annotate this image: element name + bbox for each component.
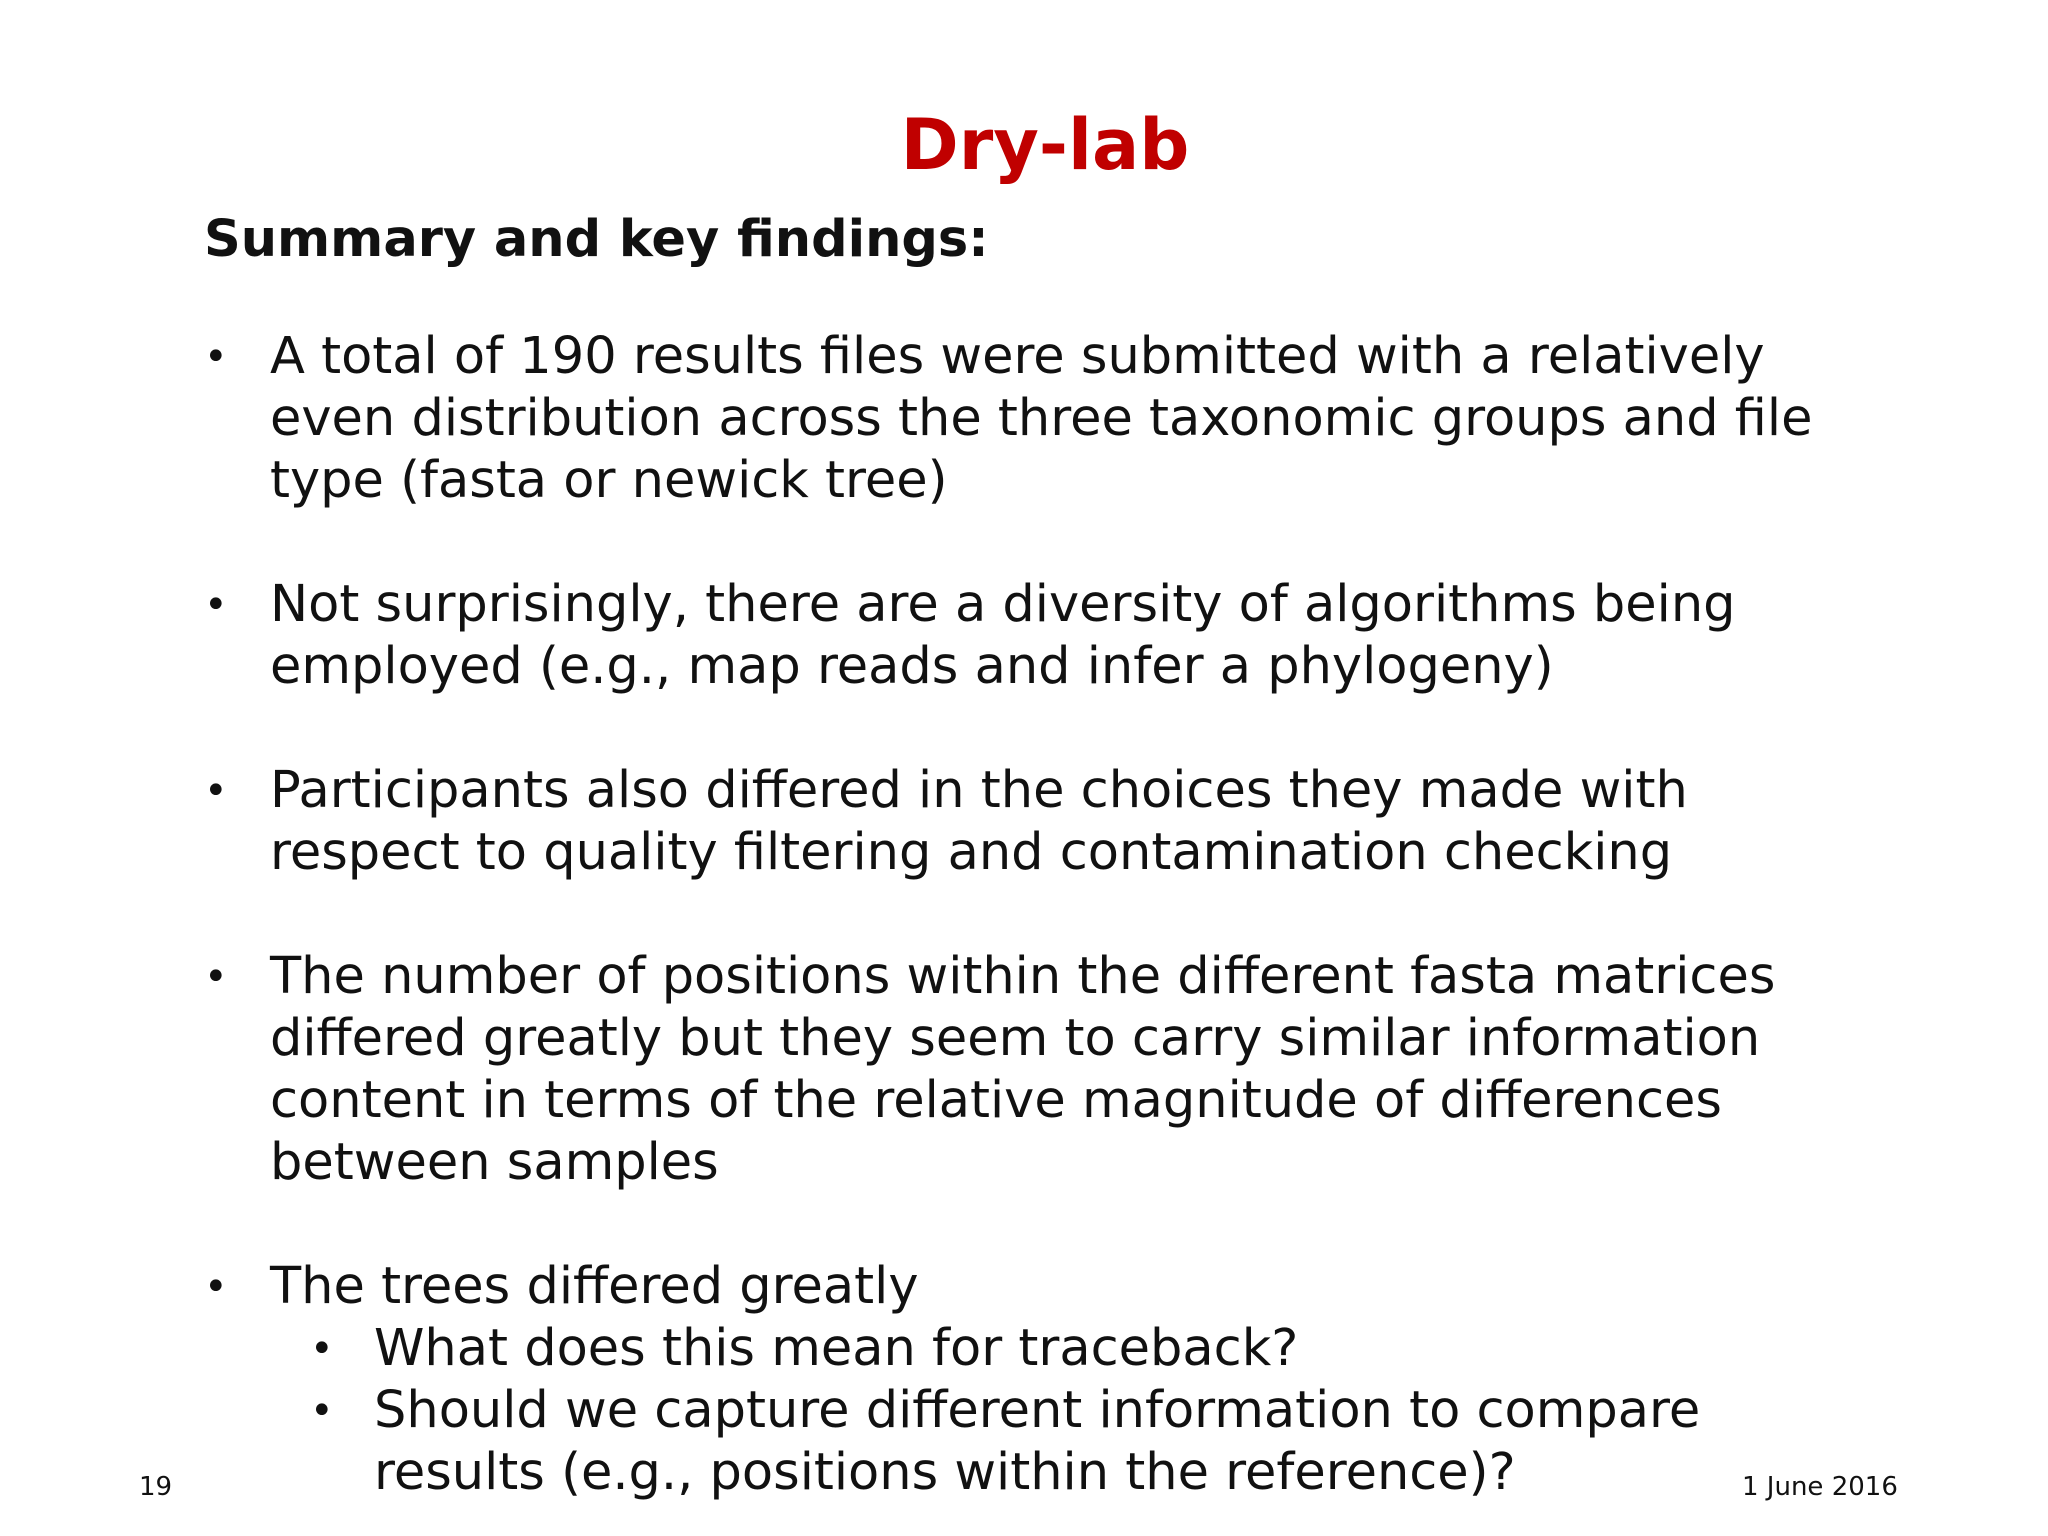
bullet-list — [204, 326, 1864, 1504]
bullet-item — [204, 326, 1864, 512]
sub-bullet-text: Should we capture different information to compare results (e.g., positions within the reference)? — [374, 1381, 1701, 1502]
page-number: 19 — [139, 1472, 173, 1502]
bullet-item — [204, 946, 1864, 1194]
bullet-item — [204, 760, 1864, 884]
bullet-icon: • — [204, 954, 228, 1000]
bullet-text: A total of 190 results files were submitted with a relatively even distribution across the three taxonomic groups and file type (fasta or newick tree) — [270, 327, 1813, 510]
bullet-icon: • — [204, 768, 228, 814]
bullet-text: Participants also differed in the choices they made with respect to quality filtering and contamination checking — [270, 761, 1688, 882]
bullet-icon: • — [204, 334, 228, 380]
sub-bullet-item — [270, 1318, 1864, 1380]
sub-bullet-list — [270, 1318, 1864, 1504]
sub-bullet-icon: • — [310, 1388, 334, 1434]
bullet-text: The trees differed greatly — [270, 1257, 919, 1316]
bullet-icon: • — [204, 1264, 228, 1310]
bullet-text: Not surprisingly, there are a diversity of algorithms being employed (e.g., map reads and infer a phylogeny) — [270, 575, 1736, 696]
sub-bullet-text: What does this mean for traceback? — [374, 1319, 1299, 1378]
bullet-item — [204, 1256, 1864, 1504]
bullet-icon: • — [204, 582, 228, 628]
bullet-text: The number of positions within the different fasta matrices differed greatly but they seem to carry similar information content in terms of the relative magnitude of differences between samples — [270, 947, 1776, 1192]
slide-subtitle: Summary and key findings: — [204, 210, 989, 269]
slide-title: Dry-lab — [900, 104, 1190, 186]
sub-bullet-item — [270, 1380, 1864, 1504]
sub-bullet-icon: • — [310, 1326, 334, 1372]
bullet-item — [204, 574, 1864, 698]
date-footer: 1 June 2016 — [1742, 1472, 1898, 1502]
